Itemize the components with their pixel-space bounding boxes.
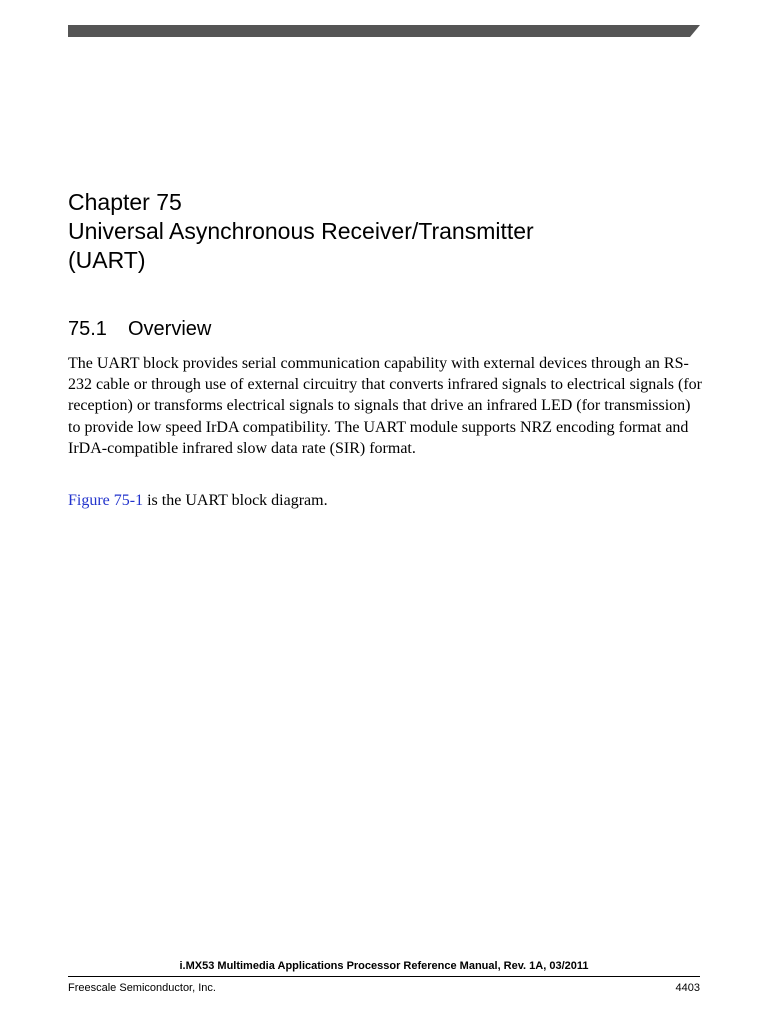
section-heading <box>68 316 211 342</box>
overview-paragraph: The UART block provides serial communication capability with external devices through an RS-232 cable or through use of external circuitry that converts infrared signals to electrical signals (for reception) or transforms electrical signals to signals that drive an infrared LED (for transmission) to provide low speed IrDA compatibility. The UART module supports NRZ encoding format and IrDA-compatible infrared slow data rate (SIR) format. <box>68 355 702 457</box>
figure-reference-paragraph <box>68 490 704 511</box>
chapter-title-line-1: Universal Asynchronous Receiver/Transmitter <box>68 218 534 244</box>
chapter-number: Chapter 75 <box>68 189 182 215</box>
section-title: Overview <box>128 318 212 340</box>
header-bar <box>68 25 700 37</box>
section-number: 75.1 <box>68 318 107 340</box>
footer-manual-title: i.MX53 Multimedia Applications Processor Reference Manual, Rev. 1A, 03/2011 <box>179 960 589 972</box>
chapter-title <box>68 188 708 275</box>
figure-link[interactable]: Figure 75-1 <box>68 492 144 509</box>
figure-reference-text: is the UART block diagram. <box>143 492 328 509</box>
page-number: 4403 <box>675 982 700 994</box>
footer-company: Freescale Semiconductor, Inc. <box>68 982 216 994</box>
footer-divider <box>68 976 700 977</box>
chapter-title-line-2: (UART) <box>68 247 146 273</box>
